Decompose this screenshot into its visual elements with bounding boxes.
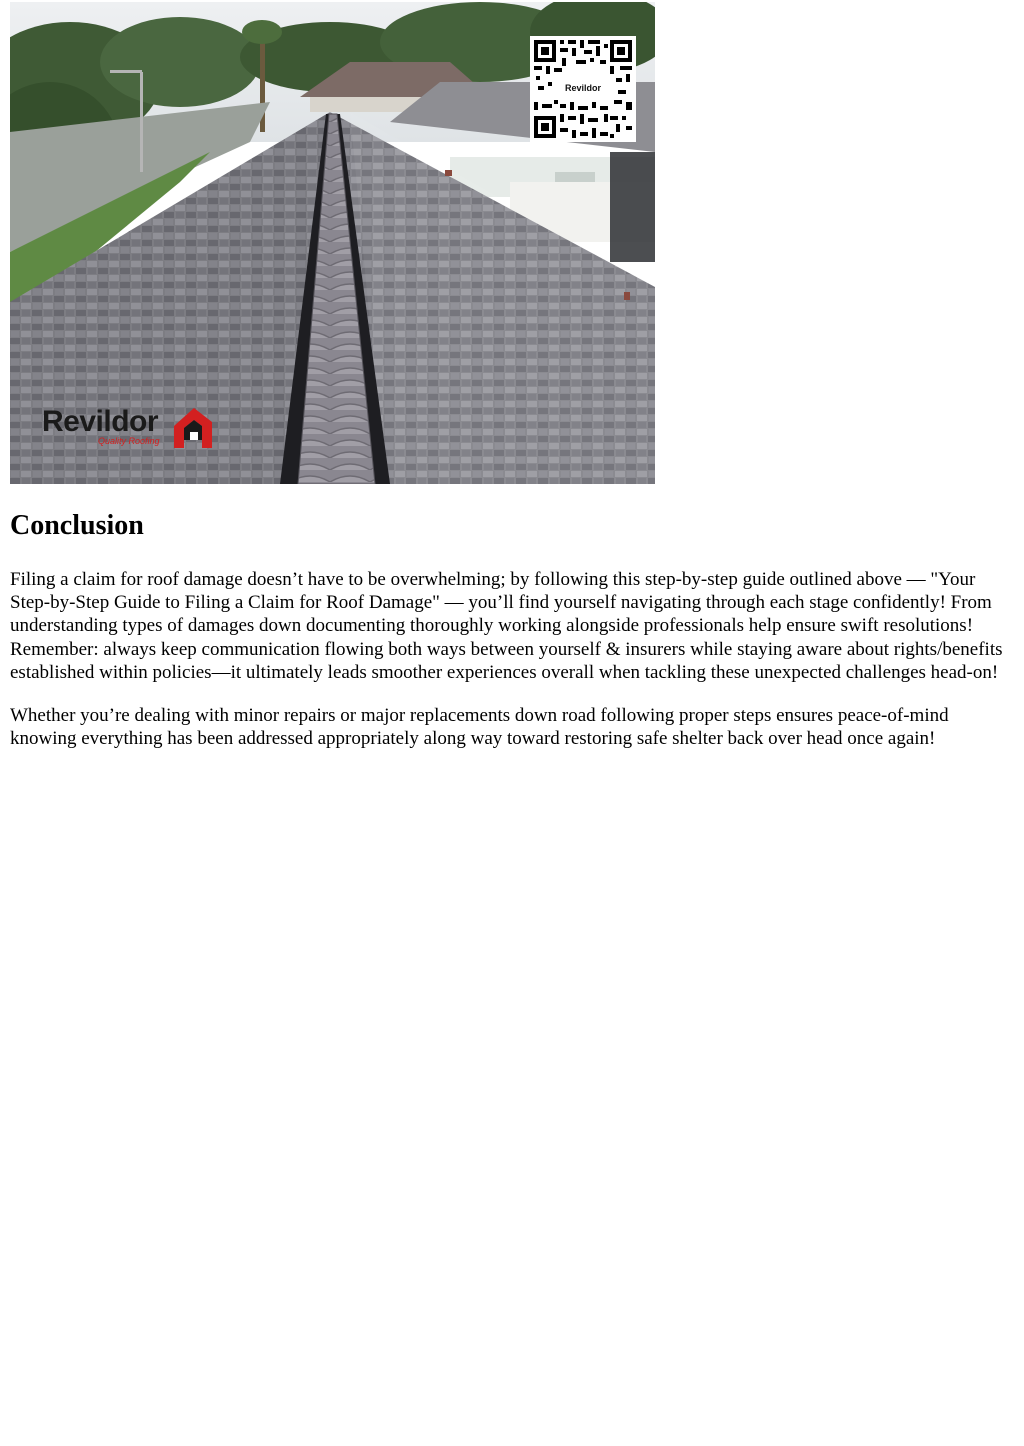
qr-center-label: Revildor <box>554 78 612 98</box>
logo-tagline: Quality Roofing <box>98 436 160 446</box>
document-page <box>10 2 1006 750</box>
section-heading: Conclusion <box>10 510 144 541</box>
roof-photo <box>10 2 655 484</box>
paragraph-conclusion-2: Whether you’re dealing with minor repairs or major replacements down road following proper steps ensures peace-of-mind knowing everything has been addressed appropriately along way toward restoring safe shelter back over head once again! <box>10 705 949 750</box>
revildor-logo-icon <box>172 404 214 448</box>
qr-code-icon[interactable] <box>530 36 636 142</box>
logo-text: Revildor <box>42 405 159 438</box>
revildor-logo <box>42 402 222 454</box>
paragraph-conclusion-1: Filing a claim for roof damage doesn’t have to be overwhelming; by following this step-by-step guide outlined above — "Your Step-by-Step Guide to Filing a Claim for Roof Damage" — you’ll find yourself navigating through each stage confidently! From understanding types of damages down documenting thoroughly working alongside professionals help ensure swift resolutions! Remember: always keep communication flowing both ways between yourself & insurers while staying aware about rights/benefits established within policies—it ultimately leads smoother experiences overall when tackling these unexpected challenges head-on! <box>10 569 1003 683</box>
